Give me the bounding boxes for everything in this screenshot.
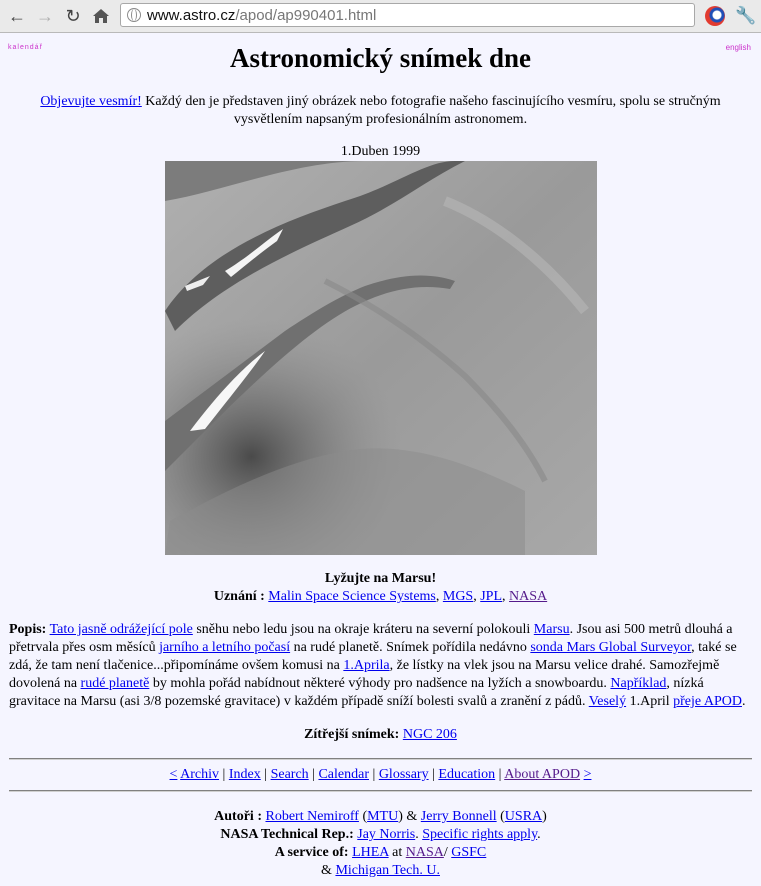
arrow-left-icon: ←	[8, 6, 26, 26]
search-link[interactable]: Search	[270, 767, 309, 782]
arrow-right-icon: →	[36, 6, 54, 26]
desc-link-april[interactable]: 1.Aprila	[343, 658, 390, 673]
service-label: A service of:	[274, 845, 349, 860]
at-text: at	[388, 845, 406, 860]
calendar-link[interactable]: Calendar	[318, 767, 369, 782]
back-button[interactable]	[6, 5, 28, 27]
reload-icon: ↻	[65, 6, 81, 26]
nav-separator: |	[260, 767, 271, 782]
reload-button[interactable]	[62, 5, 84, 27]
author-bonnell-link[interactable]: Jerry Bonnell	[420, 809, 497, 824]
calendar-corner-link[interactable]: kalendář	[8, 44, 43, 51]
desc-text-8: 1.April	[626, 694, 674, 709]
mtu-link[interactable]: MTU	[367, 809, 399, 824]
intro-text: Každý den je představen jiný obrázek nebo fotografie našeho fascinujícího vesmíru, spolu se stručným vysvětlením napsaným profesionálním astronomem.	[141, 94, 721, 127]
rights-link[interactable]: Specific rights apply	[422, 827, 538, 842]
nav-separator: |	[495, 767, 505, 782]
desc-link-happy[interactable]: Veselý	[588, 694, 627, 709]
desc-link-fields[interactable]: Tato jasně odrážející pole	[49, 622, 193, 637]
mars-snow-image[interactable]	[165, 161, 597, 555]
desc-text-9: .	[741, 694, 746, 709]
desc-link-apod[interactable]: přeje APOD	[673, 694, 742, 709]
page-content	[0, 33, 761, 886]
globe-icon	[127, 8, 141, 22]
url-path: /apod/ap990401.html	[235, 6, 377, 24]
credit-link-jpl[interactable]: JPL	[480, 589, 503, 604]
next-link[interactable]: >	[583, 767, 592, 782]
amp-text-2: &	[321, 863, 336, 878]
caption: Lyžujte na Marsu! Uznání : Malin Space Science Systems, MGS, JPL, NASA	[213, 571, 548, 604]
nav-separator: |	[369, 767, 379, 782]
desc-text-4: , také se zdá, že tam není tlačenice...připomínáme ovšem komusi na	[9, 640, 737, 673]
tomorrow-label: Zítřejší snímek:	[304, 727, 400, 742]
desc-text-7: , nízká gravitace na Marsu (asi 3/8 pozemské gravitace) v každém případě sníží bolesti svalů a zranění z pádů.	[9, 676, 704, 709]
desc-text-3: na rudé planetě. Snímek pořídila nedávno	[290, 640, 531, 655]
wrench-button[interactable]	[735, 6, 755, 26]
desc-link-red-planet[interactable]: rudé planetě	[80, 676, 150, 691]
prev-link[interactable]: <	[169, 767, 178, 782]
desc-link-mgs[interactable]: sonda Mars Global Surveyor	[530, 640, 692, 655]
amp-text: &	[402, 809, 421, 824]
divider-bottom	[9, 790, 752, 792]
desc-text-6: by mohla pořád nabídnout některé výhody pro nadšence na lyžích a snowboardu.	[149, 676, 611, 691]
image-title: Lyžujte na Marsu!	[324, 571, 437, 586]
education-link[interactable]: Education	[438, 767, 496, 782]
lhea-link[interactable]: LHEA	[352, 845, 389, 860]
credits: Autoři : Robert Nemiroff (MTU) & Jerry Bonnell (USRA) NASA Technical Rep.: Jay Norris. Specific rights apply. A service of: LHEA at NASA/ GSFC & Michigan Tech. U.	[214, 809, 547, 878]
usra-link[interactable]: USRA	[504, 809, 543, 824]
explore-universe-link[interactable]: Objevujte vesmír!	[40, 94, 142, 109]
gsfc-link[interactable]: GSFC	[451, 845, 487, 860]
michigan-tech-link[interactable]: Michigan Tech. U.	[335, 863, 440, 878]
nav-separator: |	[428, 767, 439, 782]
tomorrow	[9, 726, 752, 744]
desc-link-weather[interactable]: jarního a letního počasí	[159, 640, 291, 655]
page-title: Astronomický snímek dne	[229, 43, 532, 73]
desc-link-mars[interactable]: Marsu	[533, 622, 570, 637]
browser-toolbar	[0, 0, 761, 33]
credit-label: Uznání :	[213, 589, 265, 604]
about-link[interactable]: About APOD	[504, 767, 581, 782]
extension-icon[interactable]	[705, 6, 725, 26]
desc-text-5: , že lístky na vlek jsou na Marsu velice drahé. Samozřejmě dovolená na	[9, 658, 720, 691]
archive-link[interactable]: Archiv	[180, 767, 220, 782]
index-link[interactable]: Index	[228, 767, 261, 782]
home-icon	[92, 8, 110, 24]
nav-separator: |	[219, 767, 229, 782]
credit-link-nasa[interactable]: NASA	[509, 589, 548, 604]
home-button[interactable]	[90, 5, 112, 27]
intro-paragraph	[9, 93, 752, 129]
address-bar[interactable]	[120, 3, 695, 27]
credit-link-malin[interactable]: Malin Space Science Systems	[268, 589, 436, 604]
footer-nav	[9, 766, 752, 784]
glossary-link[interactable]: Glossary	[378, 767, 429, 782]
tomorrow-link[interactable]: NGC 206	[402, 727, 457, 742]
credit-link-mgs[interactable]: MGS	[442, 589, 474, 604]
forward-button[interactable]	[34, 5, 56, 27]
rep-label: NASA Technical Rep.:	[220, 827, 354, 842]
authors-label: Autoři :	[214, 809, 262, 824]
description-label: Popis:	[9, 622, 47, 637]
date: 1.Duben 1999	[340, 144, 421, 159]
author-nemiroff-link[interactable]: Robert Nemiroff	[265, 809, 359, 824]
nasa-link[interactable]: NASA	[405, 845, 444, 860]
divider-top	[9, 758, 752, 760]
wrench-icon: 🔧	[735, 6, 757, 25]
nav-separator: |	[308, 767, 319, 782]
desc-link-example[interactable]: Například	[610, 676, 667, 691]
desc-text-1: sněhu nebo ledu jsou na okraje kráteru na severní polokouli	[192, 622, 534, 637]
url-host: www.astro.cz	[147, 6, 236, 24]
english-corner-link[interactable]: english	[725, 43, 751, 52]
description	[9, 621, 752, 711]
rep-link[interactable]: Jay Norris	[357, 827, 416, 842]
desc-text-2: . Jsou asi 500 metrů dlouhá a přetrvala přes osm měsíců	[9, 622, 733, 655]
